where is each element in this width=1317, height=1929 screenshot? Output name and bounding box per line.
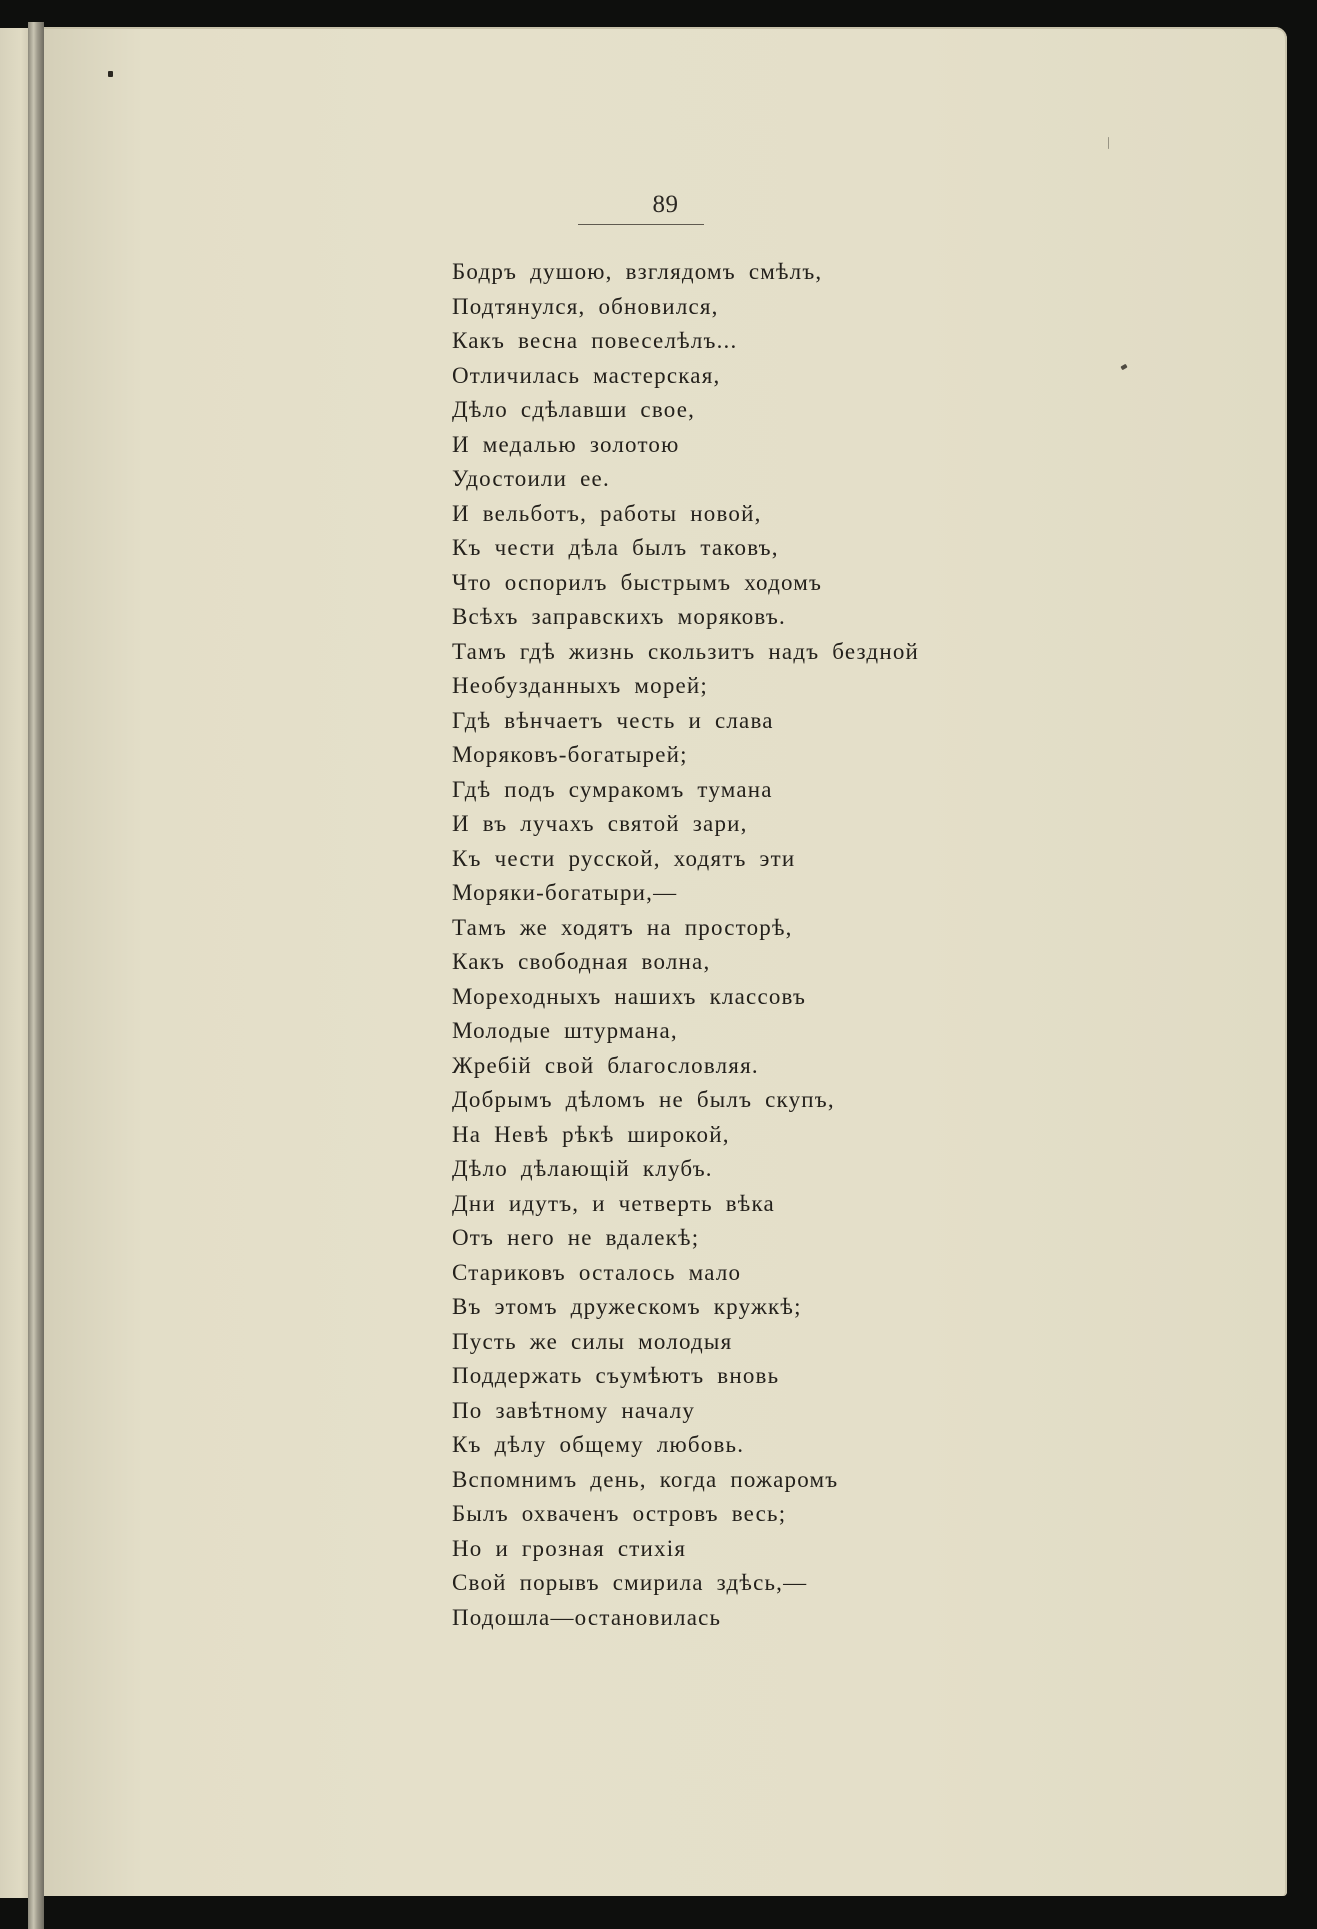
verse-line: Гдѣ подъ сумракомъ тумана [452,776,773,802]
ink-speck [108,71,113,77]
verse-line: Что оспорилъ быстрымъ ходомъ [452,569,823,595]
verse-line: Былъ охваченъ островъ весь; [452,1501,787,1526]
verse-line: Свой порывъ смирила здѣсь,— [452,1570,808,1595]
verse-line: Бодръ душою, взглядомъ смѣлъ, [452,259,823,284]
scanned-page [44,27,1287,1896]
verse-line: И въ лучахъ святой зари, [452,811,748,836]
verse-line: Дѣло дѣлающій клубъ. [452,1156,713,1181]
verse-line: Мореходныхъ нашихъ классовъ [452,983,807,1009]
verse-line: Отъ него не вдалекѣ; [452,1225,700,1250]
verse-line: И медалью золотою [452,431,680,457]
verse-line: Къ чести дѣла былъ таковъ, [452,535,779,560]
verse-line: Всѣхъ заправскихъ моряковъ. [452,604,786,629]
verse-line: Отличилась мастерская, [452,362,721,388]
verse-line: Стариковъ осталось мало [452,1259,742,1285]
verse-line: На Невѣ рѣкѣ широкой, [452,1121,730,1147]
verse-line: И вельботъ, работы новой, [452,500,762,526]
header-rule [578,224,704,225]
verse-line: Жребій свой благословляя. [452,1052,759,1078]
verse-line: Необузданныхъ морей; [452,673,709,698]
verse-line: Къ дѣлу общему любовь. [452,1432,745,1457]
verse-line: Тамъ же ходятъ на просторѣ, [452,914,793,940]
previous-page-edge [0,28,30,1898]
ink-speck [1120,364,1127,370]
verse-line: Въ этомъ дружескомъ кружкѣ; [452,1294,802,1319]
verse-line: Подтянулся, обновился, [452,293,719,319]
verse-line: Подошла—остановилась [452,1604,722,1630]
verse-line: Поддержать съумѣютъ вновь [452,1363,780,1388]
verse-line: Вспомнимъ день, когда пожаромъ [452,1466,839,1492]
verse-line: Къ чести русской, ходятъ эти [452,845,796,871]
book-spine [28,22,44,1929]
verse-line: Добрымъ дѣломъ не былъ скупъ, [452,1087,835,1112]
verse-line: Какъ свободная волна, [452,949,711,974]
verse-line: Но и грозная стихія [452,1535,687,1561]
verse-line: По завѣтному началу [452,1397,696,1423]
verse-line: Гдѣ вѣнчаетъ честь и слава [452,707,774,733]
verse-line: Удостоили ее. [452,466,610,491]
verse-line: Дѣло сдѣлавши свое, [452,397,696,422]
page-number [44,191,1287,219]
poem-text [452,255,919,1635]
page-number-text: 89 [652,191,679,218]
verse-line: Тамъ гдѣ жизнь скользитъ надъ бездной [452,638,920,664]
verse-line: Молодые штурмана, [452,1018,678,1043]
verse-line: Дни идутъ, и четверть вѣка [452,1190,775,1216]
ink-speck [1108,137,1109,149]
verse-line: Какъ весна повеселѣлъ... [452,328,738,353]
verse-line: Пусть же силы молодыя [452,1328,733,1354]
verse-line: Моряковъ-богатырей; [452,742,688,767]
verse-line: Моряки-богатыри,— [452,880,678,905]
